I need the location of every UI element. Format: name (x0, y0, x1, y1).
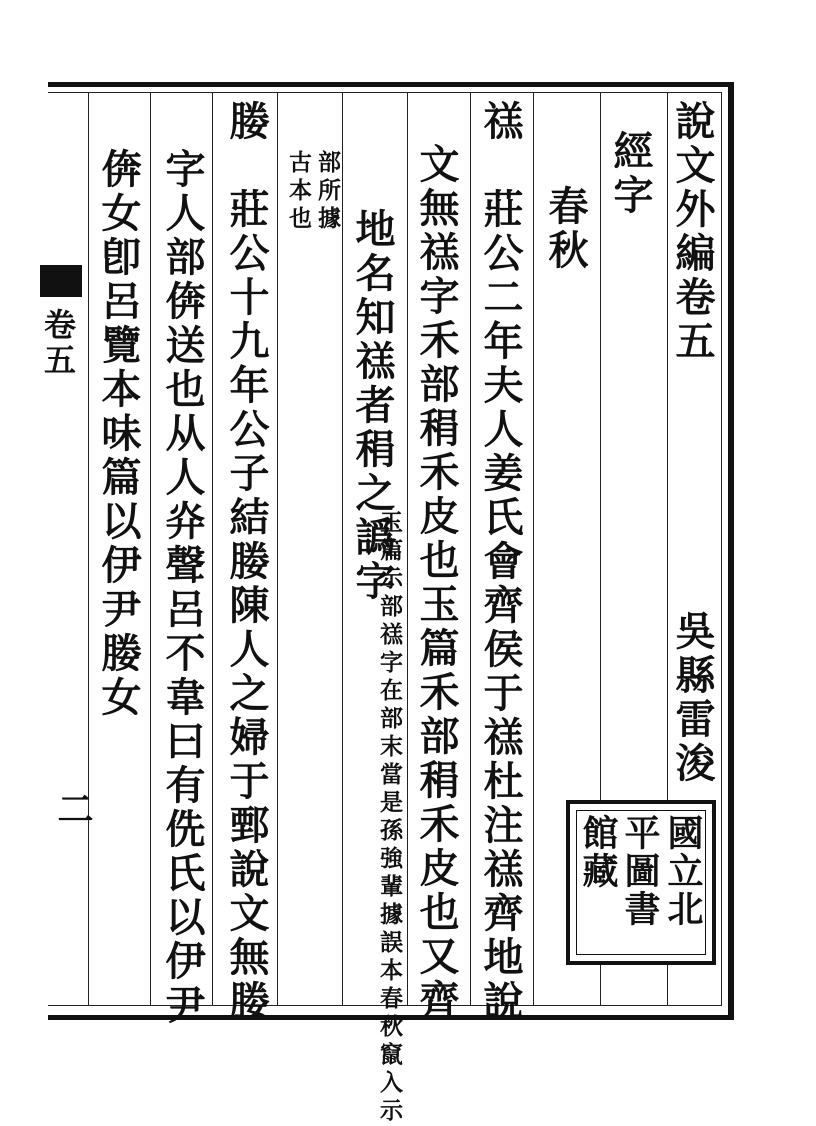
section-subheading: 春秋 (542, 185, 589, 273)
book-title: 說文外編卷五 (669, 100, 716, 364)
seal-text: 平圖書 (619, 814, 661, 928)
annotation-column-b: 部所據 (314, 150, 341, 234)
column-rule (342, 92, 343, 1006)
column-rule (150, 92, 151, 1006)
text-column-6: 倴女卽呂覽本味篇以伊尹媵女 (95, 148, 142, 720)
text-column-3: 地名知禚者䅌之譌字 (349, 208, 396, 604)
seal-text: 國立北 (662, 814, 704, 928)
text-column-5: 字人部倴送也从人灷聲呂不韋曰有侁氏以伊尹 (159, 148, 206, 1028)
section-heading: 經字 (607, 130, 654, 218)
column-rule (88, 92, 89, 1006)
annotation-column-c: 古本也 (285, 150, 312, 234)
margin-volume-label (40, 300, 80, 410)
library-seal (566, 800, 716, 965)
page-number: 二 (52, 790, 94, 826)
column-rule (533, 92, 534, 1006)
author-name: 吳縣雷浚 (669, 610, 716, 786)
column-rule (470, 92, 471, 1006)
text-column-4: 媵 莊公十九年公子結媵陳人之婦于鄄說文無媵 (223, 100, 270, 1024)
seal-text: 館藏 (577, 814, 619, 890)
text-column-1: 禚 莊公二年夫人姜氏會齊侯于禚杜注禚齊地說 (477, 100, 524, 1024)
text-column-2: 文無禚字禾部䅌禾皮也玉篇禾部䅌禾皮也又齊 (413, 143, 460, 1023)
margin-fishtail-mark (40, 265, 82, 297)
column-rule (277, 92, 278, 1006)
column-rule (212, 92, 213, 1006)
column-rule (407, 92, 408, 1006)
margin-label-text: 卷五 (39, 308, 77, 378)
annotation-column-a: 玉篇示部禚字在部末當是孫強輩據誤本春秋竄入示 (376, 510, 403, 1126)
